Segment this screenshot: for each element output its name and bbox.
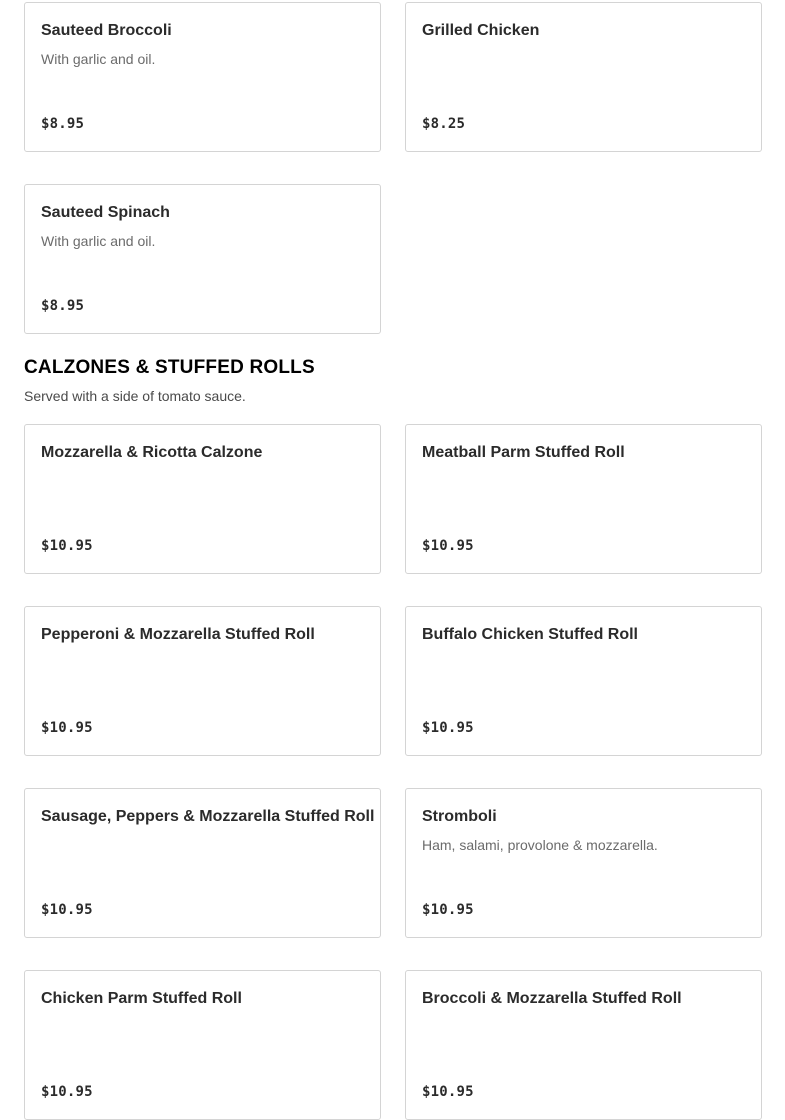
item-price: $8.25: [422, 116, 466, 132]
menu-item-card[interactable]: [24, 970, 381, 1120]
item-price: $10.95: [422, 1084, 474, 1100]
item-price: $8.95: [41, 298, 85, 314]
item-description: With garlic and oil.: [41, 233, 156, 249]
item-description: With garlic and oil.: [41, 51, 156, 67]
menu-item-card[interactable]: [24, 184, 381, 334]
menu-item-card[interactable]: [405, 424, 762, 574]
menu-item-card[interactable]: [24, 2, 381, 152]
item-price: $8.95: [41, 116, 85, 132]
item-name: Sausage, Peppers & Mozzarella Stuffed Roll: [41, 808, 375, 825]
menu-item-card[interactable]: [24, 606, 381, 756]
item-name: Broccoli & Mozzarella Stuffed Roll: [422, 990, 682, 1007]
item-name: Sauteed Spinach: [41, 204, 170, 221]
item-name: Grilled Chicken: [422, 22, 540, 39]
item-name: Buffalo Chicken Stuffed Roll: [422, 626, 638, 643]
item-price: $10.95: [422, 720, 474, 736]
section-title: CALZONES & STUFFED ROLLS: [24, 357, 315, 378]
menu-item-card[interactable]: [24, 788, 381, 938]
item-name: Sauteed Broccoli: [41, 22, 172, 39]
menu-item-card[interactable]: [405, 2, 762, 152]
item-price: $10.95: [422, 538, 474, 554]
item-name: Pepperoni & Mozzarella Stuffed Roll: [41, 626, 315, 643]
menu-item-card[interactable]: [405, 788, 762, 938]
section-subtitle: Served with a side of tomato sauce.: [24, 388, 246, 404]
item-description: Ham, salami, provolone & mozzarella.: [422, 837, 658, 853]
menu-item-card[interactable]: [405, 970, 762, 1120]
item-price: $10.95: [422, 902, 474, 918]
item-name: Mozzarella & Ricotta Calzone: [41, 444, 263, 461]
menu-item-card[interactable]: [24, 424, 381, 574]
item-price: $10.95: [41, 902, 93, 918]
item-price: $10.95: [41, 538, 93, 554]
item-name: Meatball Parm Stuffed Roll: [422, 444, 625, 461]
item-name: Chicken Parm Stuffed Roll: [41, 990, 242, 1007]
item-price: $10.95: [41, 720, 93, 736]
item-name: Stromboli: [422, 808, 497, 825]
menu-item-card[interactable]: [405, 606, 762, 756]
item-price: $10.95: [41, 1084, 93, 1100]
